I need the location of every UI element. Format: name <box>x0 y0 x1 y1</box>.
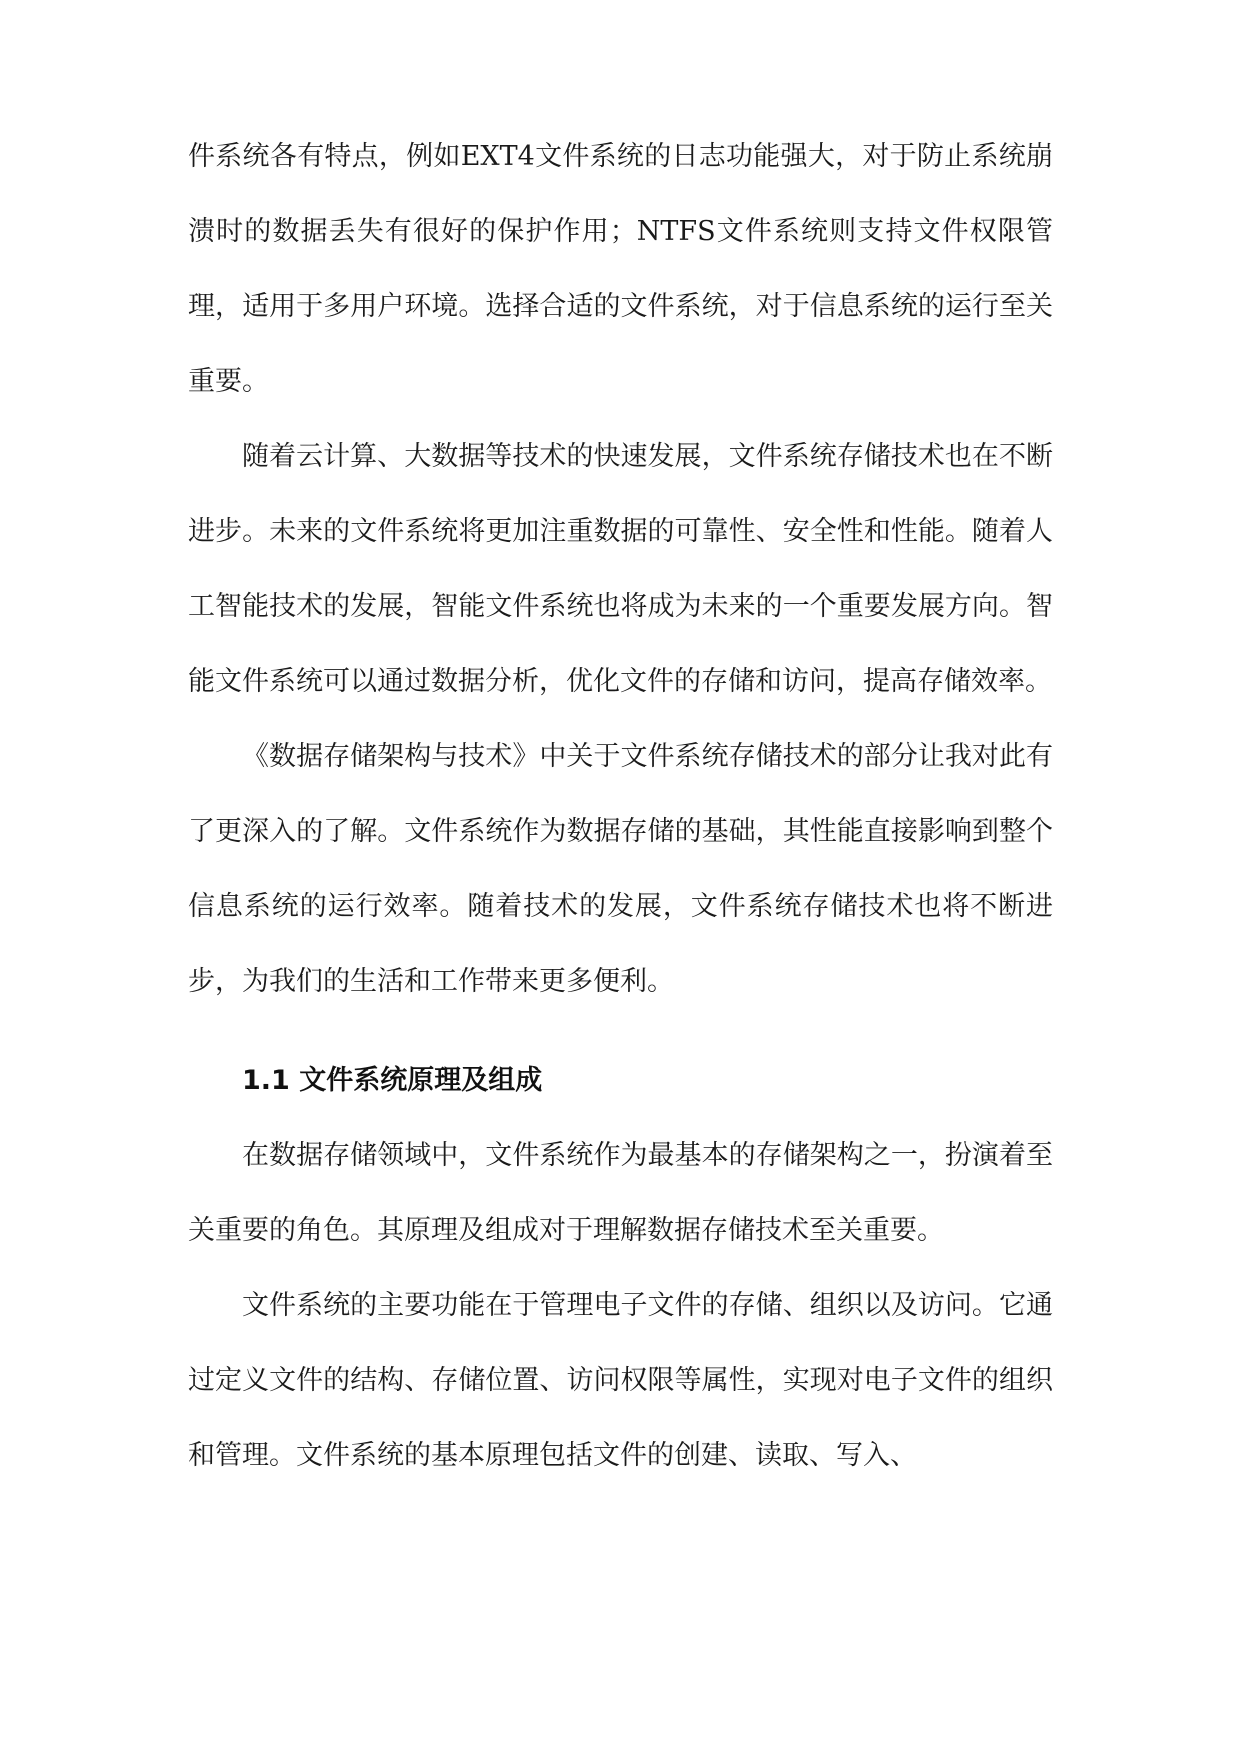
paragraph: 文件系统的主要功能在于管理电子文件的存储、组织以及访问。它通过定义文件的结构、存储位置、访问权限等属性，实现对电子文件的组织和管理。文件系统的基本原理包括文件的创建、读取、写入、 <box>188 1290 1053 1471</box>
body-text <box>188 119 1053 1493</box>
paragraph: 《数据存储架构与技术》中关于文件系统存储技术的部分让我对此有了更深入的了解。文件系统作为数据存储的基础，其性能直接影响到整个信息系统的运行效率。随着技术的发展，文件系统存储技术也将不断进步，为我们的生活和工作带来更多便利。 <box>188 741 1053 997</box>
paragraph: 件系统各有特点，例如EXT4文件系统的日志功能强大，对于防止系统崩溃时的数据丢失有很好的保护作用；NTFS文件系统则支持文件权限管理，适用于多用户环境。选择合适的文件系统，对于信息系统的运行至关重要。 <box>188 141 1053 397</box>
section-heading: 1.1 文件系统原理及组成 <box>242 1065 543 1096</box>
paragraph: 随着云计算、大数据等技术的快速发展，文件系统存储技术也在不断进步。未来的文件系统将更加注重数据的可靠性、安全性和性能。随着人工智能技术的发展，智能文件系统也将成为未来的一个重要发展方向。智能文件系统可以通过数据分析，优化文件的存储和访问，提高存储效率。 <box>188 441 1053 697</box>
paragraph: 在数据存储领域中，文件系统作为最基本的存储架构之一，扮演着至关重要的角色。其原理及组成对于理解数据存储技术至关重要。 <box>188 1140 1053 1246</box>
